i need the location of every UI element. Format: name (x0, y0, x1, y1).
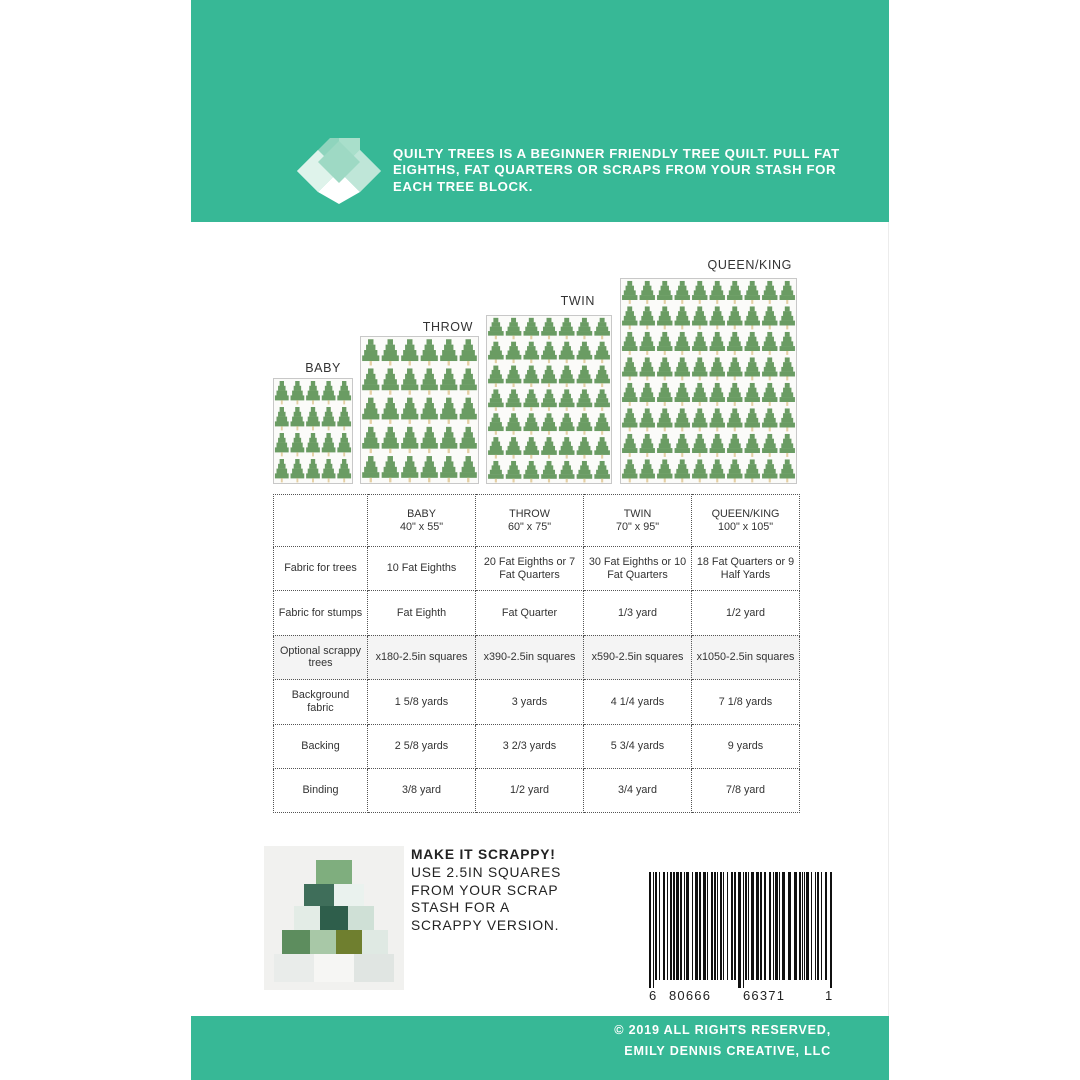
row-label: Binding (274, 768, 368, 812)
tree-block-icon (692, 408, 707, 431)
tree-block-icon (291, 407, 305, 430)
tree-block-icon (622, 408, 637, 431)
barcode-digit-group: 80666 (669, 988, 712, 1003)
tree-block-icon (594, 413, 610, 434)
table-cell: 9 yards (692, 724, 800, 768)
fabric-requirements-table (273, 494, 800, 813)
table-cell: 1/3 yard (584, 591, 692, 635)
tree-block-icon (745, 332, 760, 355)
tree-block-icon (362, 456, 379, 482)
column-size: 100" x 105" (717, 520, 774, 533)
tree-block-icon (541, 366, 557, 387)
tree-block-icon (622, 357, 637, 380)
barcode-digit-group: 66371 (743, 988, 786, 1003)
tree-block-icon (337, 459, 351, 482)
tree-block-icon (692, 332, 707, 355)
tree-block-icon (541, 437, 557, 458)
tree-block-icon (710, 459, 725, 482)
table-cell: x180-2.5in squares (368, 635, 476, 679)
tree-block-icon (559, 342, 575, 363)
tree-block-icon (762, 383, 777, 406)
tree-block-icon (640, 408, 655, 431)
tree-block-icon (657, 434, 672, 457)
tree-block-icon (675, 459, 690, 482)
tree-block-icon (675, 332, 690, 355)
tree-block-icon (622, 383, 637, 406)
tree-block-icon (710, 408, 725, 431)
tree-block-icon (382, 339, 399, 365)
tree-block-icon (421, 368, 438, 394)
table-cell: 20 Fat Eighths or 7 Fat Quarters (476, 547, 584, 591)
tree-block-icon (594, 342, 610, 363)
tree-block-icon (745, 306, 760, 329)
tree-block-icon (594, 366, 610, 387)
tree-block-icon (622, 332, 637, 355)
tree-block-icon (337, 407, 351, 430)
tree-block-icon (523, 342, 539, 363)
tree-block-icon (727, 357, 742, 380)
tree-block-icon (780, 434, 795, 457)
tree-block-icon (727, 383, 742, 406)
tree-block-icon (762, 306, 777, 329)
tree-block-icon (710, 434, 725, 457)
quilt-diagram-baby (273, 378, 353, 484)
tree-block-icon (421, 427, 438, 453)
tree-block-icon (727, 434, 742, 457)
row-label: Background fabric (274, 680, 368, 724)
tree-block-icon (745, 281, 760, 304)
tree-block-icon (559, 389, 575, 410)
tree-block-icon (460, 456, 477, 482)
tree-block-icon (488, 437, 504, 458)
tree-block-icon (762, 281, 777, 304)
quilt-label-twin: TWIN (560, 294, 595, 308)
tree-block-icon (275, 381, 289, 404)
tree-block-icon (322, 459, 336, 482)
tree-block-icon (622, 281, 637, 304)
tree-block-icon (275, 459, 289, 482)
row-label: Backing (274, 724, 368, 768)
tree-block-icon (594, 437, 610, 458)
barcode (649, 872, 835, 1004)
header-band (191, 0, 889, 222)
tree-block-icon (640, 459, 655, 482)
tree-block-icon (559, 366, 575, 387)
quilt-label-throw: THROW (422, 320, 473, 334)
tree-block-icon (401, 398, 418, 424)
tree-block-icon (640, 383, 655, 406)
tree-block-icon (675, 408, 690, 431)
table-cell: 7 1/8 yards (692, 680, 800, 724)
diamond-logo-icon (297, 138, 383, 204)
tree-block-icon (594, 461, 610, 482)
scrappy-note (411, 846, 571, 935)
column-header (584, 495, 692, 547)
tree-block-icon (523, 389, 539, 410)
tree-block-icon (657, 408, 672, 431)
tree-block-icon (440, 398, 457, 424)
table-cell: 3/4 yard (584, 768, 692, 812)
tree-block-icon (382, 368, 399, 394)
tree-block-icon (362, 427, 379, 453)
tree-block-icon (727, 408, 742, 431)
table-row (274, 680, 800, 724)
tree-block-icon (780, 306, 795, 329)
copyright-notice (614, 1020, 831, 1062)
tree-block-icon (291, 459, 305, 482)
tree-block-icon (780, 281, 795, 304)
column-size: 60" x 75" (507, 520, 552, 533)
tree-block-icon (780, 357, 795, 380)
tree-block-icon (488, 366, 504, 387)
table-header-row (274, 495, 800, 547)
tree-block-icon (382, 398, 399, 424)
table-row (274, 635, 800, 679)
table-row (274, 591, 800, 635)
table-row (274, 724, 800, 768)
tree-block-icon (362, 398, 379, 424)
tree-block-icon (710, 306, 725, 329)
tree-block-icon (291, 381, 305, 404)
tree-block-icon (745, 408, 760, 431)
tree-block-icon (506, 413, 522, 434)
table-cell: 3/8 yard (368, 768, 476, 812)
table-cell: Fat Eighth (368, 591, 476, 635)
tree-block-icon (460, 339, 477, 365)
column-size: 70" x 95" (615, 520, 660, 533)
tree-block-icon (657, 459, 672, 482)
tree-block-icon (306, 407, 320, 430)
tree-block-icon (440, 427, 457, 453)
tree-block-icon (506, 389, 522, 410)
table-cell: 3 2/3 yards (476, 724, 584, 768)
column-name: THROW (509, 508, 550, 520)
tree-block-icon (675, 357, 690, 380)
tree-block-icon (727, 306, 742, 329)
tree-block-icon (506, 318, 522, 339)
tree-block-icon (488, 461, 504, 482)
table-cell: 18 Fat Quarters or 9 Half Yards (692, 547, 800, 591)
tree-block-icon (577, 389, 593, 410)
table-cell: 1/2 yard (692, 591, 800, 635)
tree-block-icon (541, 318, 557, 339)
tree-block-icon (541, 389, 557, 410)
tree-block-icon (488, 413, 504, 434)
tree-block-icon (727, 281, 742, 304)
tree-block-icon (460, 427, 477, 453)
tree-block-icon (440, 456, 457, 482)
tree-block-icon (421, 398, 438, 424)
tree-block-icon (710, 332, 725, 355)
tree-block-icon (362, 339, 379, 365)
scrappy-body: USE 2.5IN SQUARES FROM YOUR SCRAP STASH FOR A SCRAPPY VERSION. (411, 864, 562, 934)
tree-block-icon (275, 433, 289, 456)
tree-block-icon (675, 306, 690, 329)
tree-block-icon (657, 332, 672, 355)
tree-block-icon (622, 434, 637, 457)
tree-block-icon (657, 306, 672, 329)
table-cell: x1050-2.5in squares (692, 635, 800, 679)
column-name: BABY (407, 508, 436, 520)
table-cell: 1 5/8 yards (368, 680, 476, 724)
tree-block-icon (622, 459, 637, 482)
tree-block-icon (657, 357, 672, 380)
quilt-diagram-twin (486, 315, 612, 484)
barcode-digit-group: 6 (649, 988, 658, 1003)
tree-block-icon (322, 381, 336, 404)
tree-block-icon (488, 342, 504, 363)
barcode-digit-group: 1 (825, 988, 834, 1003)
tree-block-icon (640, 357, 655, 380)
tree-block-icon (506, 437, 522, 458)
tree-block-icon (594, 389, 610, 410)
tree-block-icon (421, 339, 438, 365)
tree-block-icon (488, 389, 504, 410)
tree-block-icon (762, 434, 777, 457)
scrappy-heading: MAKE IT SCRAPPY! (411, 847, 556, 862)
tree-block-icon (780, 383, 795, 406)
table-cell: 2 5/8 yards (368, 724, 476, 768)
tree-block-icon (657, 281, 672, 304)
tree-block-icon (675, 434, 690, 457)
tree-block-icon (692, 459, 707, 482)
tree-block-icon (710, 357, 725, 380)
tree-block-icon (275, 407, 289, 430)
column-header (476, 495, 584, 547)
tree-block-icon (727, 459, 742, 482)
tree-block-icon (762, 357, 777, 380)
column-size: 40" x 55" (399, 520, 444, 533)
column-name: QUEEN/KING (711, 508, 780, 520)
table-row (274, 768, 800, 812)
tree-block-icon (541, 413, 557, 434)
tree-block-icon (727, 332, 742, 355)
table-cell: 1/2 yard (476, 768, 584, 812)
tree-block-icon (692, 434, 707, 457)
tree-block-icon (523, 318, 539, 339)
tree-block-icon (322, 407, 336, 430)
tree-block-icon (506, 461, 522, 482)
copyright-line: © 2019 ALL RIGHTS RESERVED, (614, 1023, 831, 1037)
quilt-label-baby: BABY (305, 361, 341, 375)
tree-block-icon (577, 437, 593, 458)
tree-block-icon (506, 342, 522, 363)
tree-block-icon (488, 318, 504, 339)
column-name: TWIN (623, 508, 652, 520)
row-label: Optional scrappy trees (274, 635, 368, 679)
tree-block-icon (306, 459, 320, 482)
tree-block-icon (657, 383, 672, 406)
tree-block-icon (541, 342, 557, 363)
tree-block-icon (780, 332, 795, 355)
tree-block-icon (577, 461, 593, 482)
tree-block-icon (692, 357, 707, 380)
tree-block-icon (460, 398, 477, 424)
tree-block-icon (692, 281, 707, 304)
tree-block-icon (421, 456, 438, 482)
tree-block-icon (559, 461, 575, 482)
tree-block-icon (577, 318, 593, 339)
tree-block-icon (523, 437, 539, 458)
tree-block-icon (401, 456, 418, 482)
tree-block-icon (401, 339, 418, 365)
tree-block-icon (780, 459, 795, 482)
tree-block-icon (577, 366, 593, 387)
column-header (368, 495, 476, 547)
table-corner-cell (274, 495, 368, 547)
tree-block-icon (710, 281, 725, 304)
tree-block-icon (594, 318, 610, 339)
tree-block-icon (640, 281, 655, 304)
tree-block-icon (322, 433, 336, 456)
pattern-back-cover (191, 0, 889, 1080)
tree-block-icon (640, 332, 655, 355)
table-cell: 10 Fat Eighths (368, 547, 476, 591)
tree-block-icon (745, 357, 760, 380)
tree-block-icon (559, 437, 575, 458)
quilt-diagram-queen-king (620, 278, 797, 484)
table-cell: 7/8 yard (692, 768, 800, 812)
tree-block-icon (506, 366, 522, 387)
tree-block-icon (337, 433, 351, 456)
tree-block-icon (762, 332, 777, 355)
tree-block-icon (692, 306, 707, 329)
tree-block-icon (675, 281, 690, 304)
tree-block-icon (401, 368, 418, 394)
tree-block-icon (675, 383, 690, 406)
tree-block-icon (745, 434, 760, 457)
tree-block-icon (640, 434, 655, 457)
tree-block-icon (291, 433, 305, 456)
tree-block-icon (440, 368, 457, 394)
tree-block-icon (559, 318, 575, 339)
tree-block-icon (692, 383, 707, 406)
tree-block-icon (401, 427, 418, 453)
tree-block-icon (523, 461, 539, 482)
table-row (274, 547, 800, 591)
quilt-label-queen-king: QUEEN/KING (707, 258, 792, 272)
tree-block-icon (362, 368, 379, 394)
table-cell: x390-2.5in squares (476, 635, 584, 679)
tree-block-icon (762, 459, 777, 482)
tree-block-icon (640, 306, 655, 329)
barcode-bars-icon (649, 872, 835, 988)
table-cell: x590-2.5in squares (584, 635, 692, 679)
row-label: Fabric for stumps (274, 591, 368, 635)
tree-block-icon (710, 383, 725, 406)
column-header (692, 495, 800, 547)
tree-block-icon (745, 383, 760, 406)
tree-block-icon (559, 413, 575, 434)
tree-block-icon (337, 381, 351, 404)
tree-block-icon (523, 413, 539, 434)
table-cell: 5 3/4 yards (584, 724, 692, 768)
tree-block-icon (523, 366, 539, 387)
tree-block-icon (745, 459, 760, 482)
tree-block-icon (460, 368, 477, 394)
tree-block-icon (622, 306, 637, 329)
tree-block-icon (577, 342, 593, 363)
tree-block-icon (440, 339, 457, 365)
tree-block-icon (541, 461, 557, 482)
tree-block-icon (382, 427, 399, 453)
table-cell: 4 1/4 yards (584, 680, 692, 724)
row-label: Fabric for trees (274, 547, 368, 591)
tree-block-icon (306, 381, 320, 404)
tree-block-icon (780, 408, 795, 431)
quilt-diagram-throw (360, 336, 479, 484)
intro-description: QUILTY TREES IS A BEGINNER FRIENDLY TREE QUILT. PULL FAT EIGHTHS, FAT QUARTERS OR SCRAPS FROM YOUR STASH FOR EACH TREE BLOCK. (393, 146, 840, 194)
table-cell: 3 yards (476, 680, 584, 724)
tree-block-icon (306, 433, 320, 456)
company-line: EMILY DENNIS CREATIVE, LLC (624, 1044, 831, 1058)
tree-block-icon (762, 408, 777, 431)
tree-block-icon (577, 413, 593, 434)
table-cell: Fat Quarter (476, 591, 584, 635)
scrappy-tree-photo (264, 846, 404, 990)
tree-block-icon (382, 456, 399, 482)
table-cell: 30 Fat Eighths or 10 Fat Quarters (584, 547, 692, 591)
